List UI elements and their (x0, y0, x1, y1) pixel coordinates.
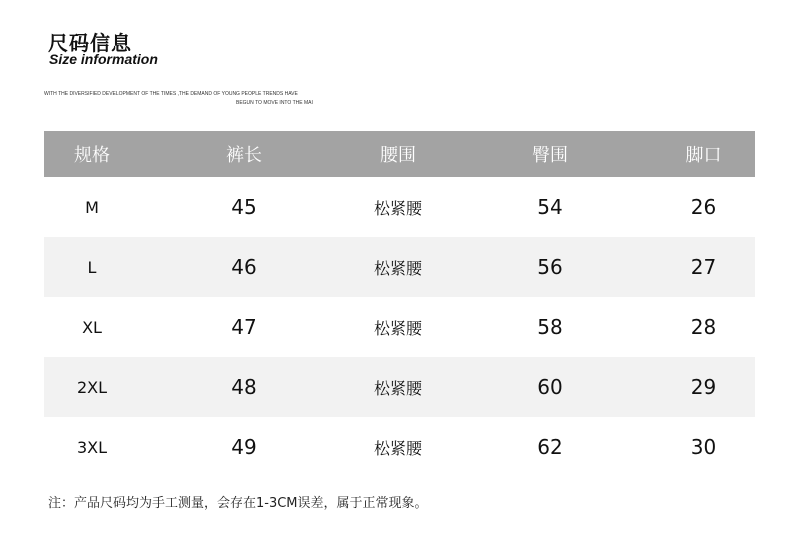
cell-hip: 58 (537, 315, 563, 339)
cell-hip: 54 (537, 195, 563, 219)
table-header (44, 131, 755, 177)
measurement-note: 注：产品尺码均为手工测量，会存在1-3CM误差，属于正常现象。 (48, 496, 428, 511)
column-header-size: 规格 (74, 145, 110, 166)
table-row (44, 297, 755, 357)
tagline-line-1: WITH THE DIVERSIFIED DEVELOPMENT OF THE TIMES ,THE DEMAND OF YOUNG PEOPLE TRENDS HAVE (44, 91, 298, 97)
page-subtitle: Size information (49, 51, 158, 67)
page-title: 尺码信息 (48, 31, 132, 55)
tagline (44, 90, 344, 108)
table-row (44, 357, 755, 417)
table-row (44, 417, 755, 477)
column-header-leg-opening: 脚口 (685, 145, 722, 166)
cell-leg-opening: 28 (690, 315, 717, 339)
cell-hip: 62 (537, 435, 563, 459)
cell-waist: 松紧腰 (373, 378, 422, 398)
cell-size: XL (82, 317, 102, 337)
cell-size: 2XL (76, 377, 108, 397)
cell-hip: 56 (537, 255, 563, 279)
cell-size: M (85, 197, 99, 217)
cell-leg-opening: 27 (690, 255, 717, 279)
cell-length: 49 (231, 435, 257, 459)
cell-length: 46 (231, 255, 257, 279)
table-row (44, 177, 755, 237)
cell-leg-opening: 30 (690, 435, 717, 459)
cell-waist: 松紧腰 (373, 258, 422, 278)
size-table (44, 131, 755, 477)
table-row (44, 237, 755, 297)
cell-leg-opening: 29 (690, 375, 717, 399)
cell-size: L (87, 257, 97, 277)
column-header-hip: 臀围 (532, 145, 568, 166)
cell-length: 45 (231, 195, 257, 219)
cell-size: 3XL (76, 437, 108, 457)
cell-waist: 松紧腰 (373, 318, 422, 338)
cell-leg-opening: 26 (690, 195, 717, 219)
cell-length: 48 (231, 375, 257, 399)
tagline-line-2: BEGUN TO MOVE INTO THE MAI (236, 100, 313, 106)
column-header-waist: 腰围 (380, 145, 416, 166)
cell-hip: 60 (537, 375, 563, 399)
cell-waist: 松紧腰 (373, 438, 422, 458)
cell-waist: 松紧腰 (373, 198, 422, 218)
cell-length: 47 (231, 315, 257, 339)
column-header-length: 裤长 (226, 145, 262, 166)
